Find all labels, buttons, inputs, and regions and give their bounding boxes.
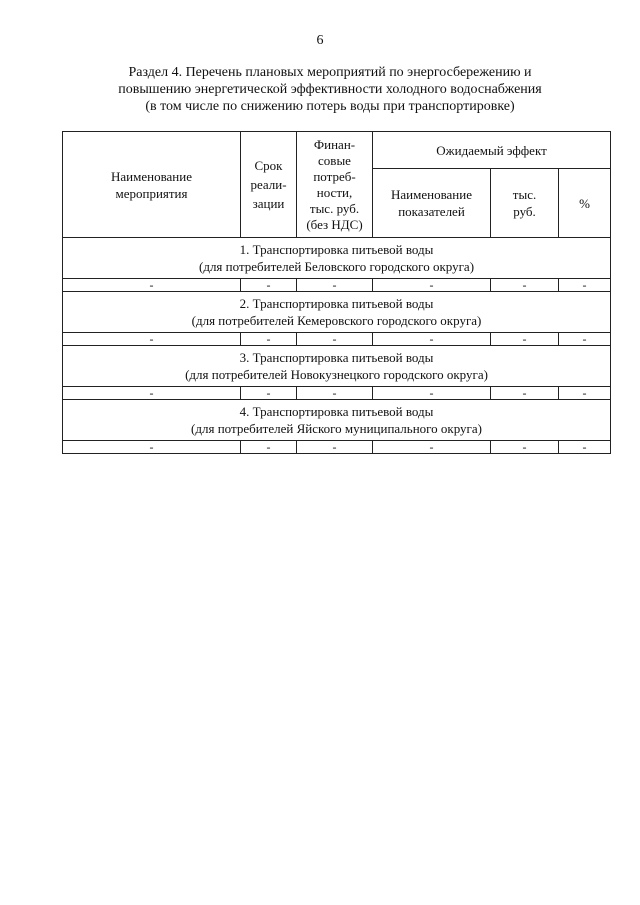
section-title bbox=[63, 400, 611, 441]
table-cell: - bbox=[491, 387, 559, 400]
header-finance-line: совые bbox=[318, 152, 351, 168]
table-cell: - bbox=[241, 279, 297, 292]
header-thousand-rub bbox=[491, 169, 559, 238]
header-financial-needs bbox=[297, 132, 373, 238]
header-measure-name-line: мероприятия bbox=[115, 185, 188, 201]
table-row bbox=[63, 279, 611, 292]
section-title-line-2: (для потребителей Яйского муниципального округа) bbox=[191, 421, 482, 436]
header-measure-name-line: Наименование bbox=[111, 168, 192, 184]
heading-line-1: Раздел 4. Перечень плановых мероприятий по энергосбережению и bbox=[128, 65, 532, 80]
section-heading bbox=[60, 64, 600, 115]
table-cell: - bbox=[241, 441, 297, 454]
table-row bbox=[63, 333, 611, 346]
section-title bbox=[63, 238, 611, 279]
table-cell: - bbox=[63, 441, 241, 454]
table-cell: - bbox=[297, 279, 373, 292]
section-title-line-1: 1. Транспортировка питьевой воды bbox=[239, 242, 434, 257]
section-title-row bbox=[63, 346, 611, 387]
header-percent: % bbox=[559, 169, 611, 238]
table-cell: - bbox=[373, 441, 491, 454]
table-cell: - bbox=[559, 387, 611, 400]
section-title-line-1: 3. Транспортировка питьевой воды bbox=[239, 350, 434, 365]
table-cell: - bbox=[63, 387, 241, 400]
heading-line-3: (в том числе по снижению потерь воды при транспортировке) bbox=[145, 99, 515, 114]
section-title bbox=[63, 346, 611, 387]
table-cell: - bbox=[491, 441, 559, 454]
header-rub-line: руб. bbox=[513, 204, 536, 219]
header-finance-line: (без НДС) bbox=[306, 216, 363, 232]
header-finance-line: потреб- bbox=[313, 168, 356, 184]
header-rub-line: тыс. bbox=[512, 187, 537, 202]
table-cell: - bbox=[297, 441, 373, 454]
section-title-line-1: 4. Транспортировка питьевой воды bbox=[239, 404, 434, 419]
header-term-line: Срок bbox=[254, 158, 283, 173]
header-term-line: реали- bbox=[250, 177, 287, 192]
header-implementation-term bbox=[241, 132, 297, 238]
header-indicator-line: Наименование bbox=[391, 187, 472, 202]
section-title-row bbox=[63, 292, 611, 333]
section-title-line-2: (для потребителей Беловского городского округа) bbox=[199, 259, 475, 274]
table-cell: - bbox=[373, 387, 491, 400]
table-cell: - bbox=[373, 333, 491, 346]
table-cell: - bbox=[241, 387, 297, 400]
table-row bbox=[63, 387, 611, 400]
table-cell: - bbox=[297, 387, 373, 400]
section-title-line-2: (для потребителей Кемеровского городского округа) bbox=[191, 313, 482, 328]
table-cell: - bbox=[241, 333, 297, 346]
header-term-line: зации bbox=[252, 196, 285, 211]
header-indicator-line: показателей bbox=[398, 204, 465, 219]
table-cell: - bbox=[63, 333, 241, 346]
section-title bbox=[63, 292, 611, 333]
section-title-line-1: 2. Транспортировка питьевой воды bbox=[239, 296, 434, 311]
page-number: 6 bbox=[316, 33, 324, 48]
table-cell: - bbox=[559, 279, 611, 292]
table-cell: - bbox=[373, 279, 491, 292]
section-title-line-2: (для потребителей Новокузнецкого городского округа) bbox=[185, 367, 488, 382]
header-measure-name bbox=[63, 132, 241, 238]
table-cell: - bbox=[491, 279, 559, 292]
header-expected-effect: Ожидаемый эффект bbox=[373, 132, 611, 169]
table-cell: - bbox=[559, 441, 611, 454]
measures-table bbox=[62, 131, 611, 454]
header-indicator-name bbox=[373, 169, 491, 238]
section-title-row bbox=[63, 400, 611, 441]
header-finance-line: тыс. руб. bbox=[309, 200, 360, 216]
header-finance-line: Финан- bbox=[313, 136, 356, 152]
table-row bbox=[63, 441, 611, 454]
table-cell: - bbox=[491, 333, 559, 346]
table-cell: - bbox=[559, 333, 611, 346]
heading-line-2: повышению энергетической эффективности холодного водоснабжения bbox=[118, 82, 542, 97]
table-cell: - bbox=[297, 333, 373, 346]
header-finance-line: ности, bbox=[316, 184, 353, 200]
section-title-row bbox=[63, 238, 611, 279]
table-cell: - bbox=[63, 279, 241, 292]
